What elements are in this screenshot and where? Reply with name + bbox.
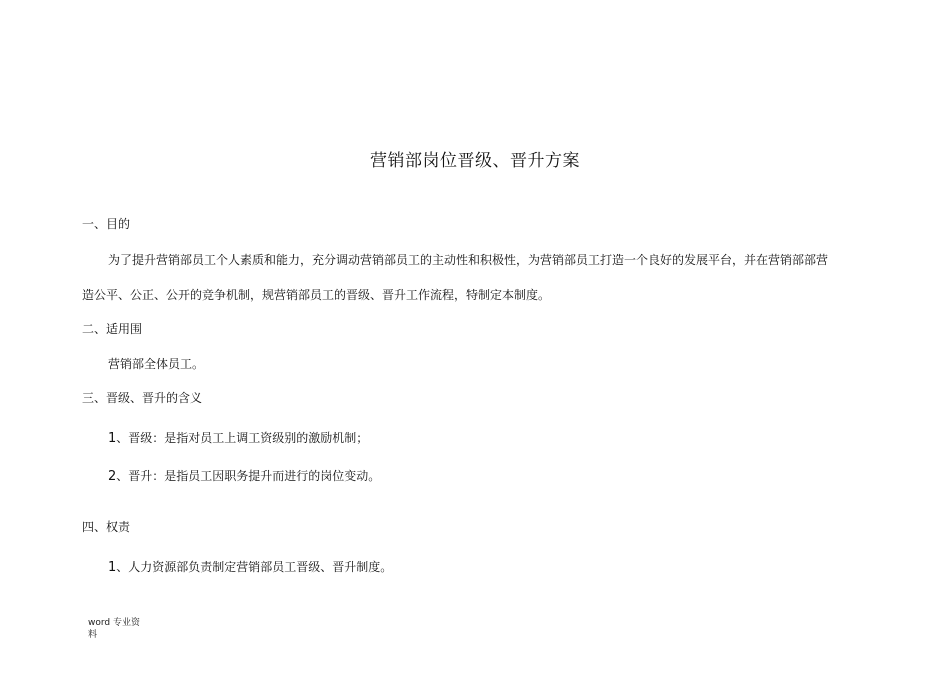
definition-item [108,467,380,484]
section-heading-responsibility: 四、权责 [82,520,131,534]
responsibility-item-text: 、人力资源部负责制定营销部员工晋级、晋升制度。 [116,560,393,574]
definition-item-number: 2 [108,469,117,484]
definition-item-number: 1 [108,431,117,446]
responsibility-item [108,558,392,575]
definition-item [108,429,368,446]
purpose-paragraph-line2: 造公平、公正、公开的竞争机制，规营销部员工的晋级、晋升工作流程，特制定本制度。 [82,288,551,302]
page-footer: word 专业资料 [88,618,140,640]
section-heading-scope: 二、适用围 [82,322,143,336]
purpose-paragraph-line1: 为了提升营销部员工个人素质和能力，充分调动营销部员工的主动性和积极性，为营销部员工打造一个良好的发展平台，并在营销部部营 [108,253,829,267]
definition-item-text: 、晋升：是指员工因职务提升而进行的岗位变动。 [116,469,381,483]
scope-paragraph: 营销部全体员工。 [108,357,205,371]
document-title: 营销部岗位晋级、晋升方案 [370,151,580,171]
responsibility-item-number: 1 [108,560,117,575]
definition-item-text: 、晋级：是指对员工上调工资级别的激励机制； [116,431,369,445]
section-heading-purpose: 一、目的 [82,217,131,231]
section-heading-definition: 三、晋级、晋升的含义 [82,391,203,405]
